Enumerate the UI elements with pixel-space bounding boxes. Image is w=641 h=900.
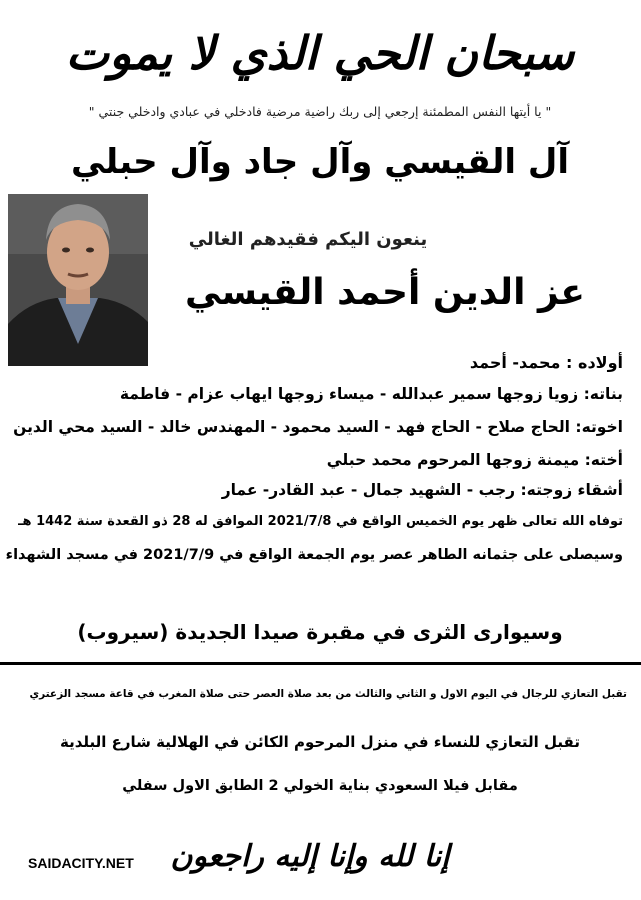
closing-calligraphy: إنا لله وإنا إليه راجعون [170, 838, 450, 874]
heading-calligraphy: سبحان الحي الذي لا يموت [65, 26, 575, 80]
deceased-name: عز الدين أحمد القيسي [185, 272, 585, 313]
sister-line: أخته: ميمنة زوجها المرحوم محمد حبلي [326, 451, 623, 469]
website-watermark: SAIDACITY.NET [28, 855, 134, 871]
burial-line: وسيوارى الثرى في مقبرة صيدا الجديدة (سيروب) [77, 620, 563, 644]
portrait-image [8, 194, 148, 366]
quran-verse: " يا أيتها النفس المطمئنة إرجعي إلى ربك راضية مرضية فادخلي في عبادي وادخلي جنتي " [88, 104, 552, 119]
brothers-line: اخوته: الحاج صلاح - الحاج فهد - السيد محمود - المهندس خالد - السيد محي الدين [13, 418, 623, 436]
section-divider [0, 662, 641, 665]
death-date-line: توفاه الله تعالى ظهر يوم الخميس الواقع في 2021/7/8 الموافق له 28 ذو القعدة سنة 1442 هـ [18, 514, 623, 529]
men-condolences: تقبل التعازي للرجال في اليوم الاول و الثاني والثالث من بعد صلاة العصر حتى صلاة المغرب في قاعة مسجد الزعتري [29, 688, 627, 700]
women-condolences: تقبل التعازي للنساء في منزل المرحوم الكائن في الهلالية شارع البلدية [60, 733, 580, 751]
daughters-line: بناته: زويا زوجها سمير عبدالله - ميساء زوجها ايهاب عزام - فاطمة [119, 385, 623, 403]
condolence-address: مقابل فيلا السعودي بناية الخولي 2 الطابق الاول سفلي [122, 778, 518, 794]
wife-siblings-line: أشقاء زوجته: رجب - الشهيد جمال - عبد القادر- عمار [221, 481, 623, 499]
funeral-prayer-line: وسيصلى على جثمانه الطاهر عصر يوم الجمعة الواقع في 2021/7/9 في مسجد الشهداء [5, 547, 623, 563]
families-title: آل القيسي وآل جاد وآل حبلي [70, 142, 570, 182]
mourn-text: ينعون اليكم فقيدهم الغالي [188, 229, 428, 250]
sons-line: أولاده : محمد- أحمد [469, 353, 623, 372]
deceased-photo [8, 194, 148, 366]
